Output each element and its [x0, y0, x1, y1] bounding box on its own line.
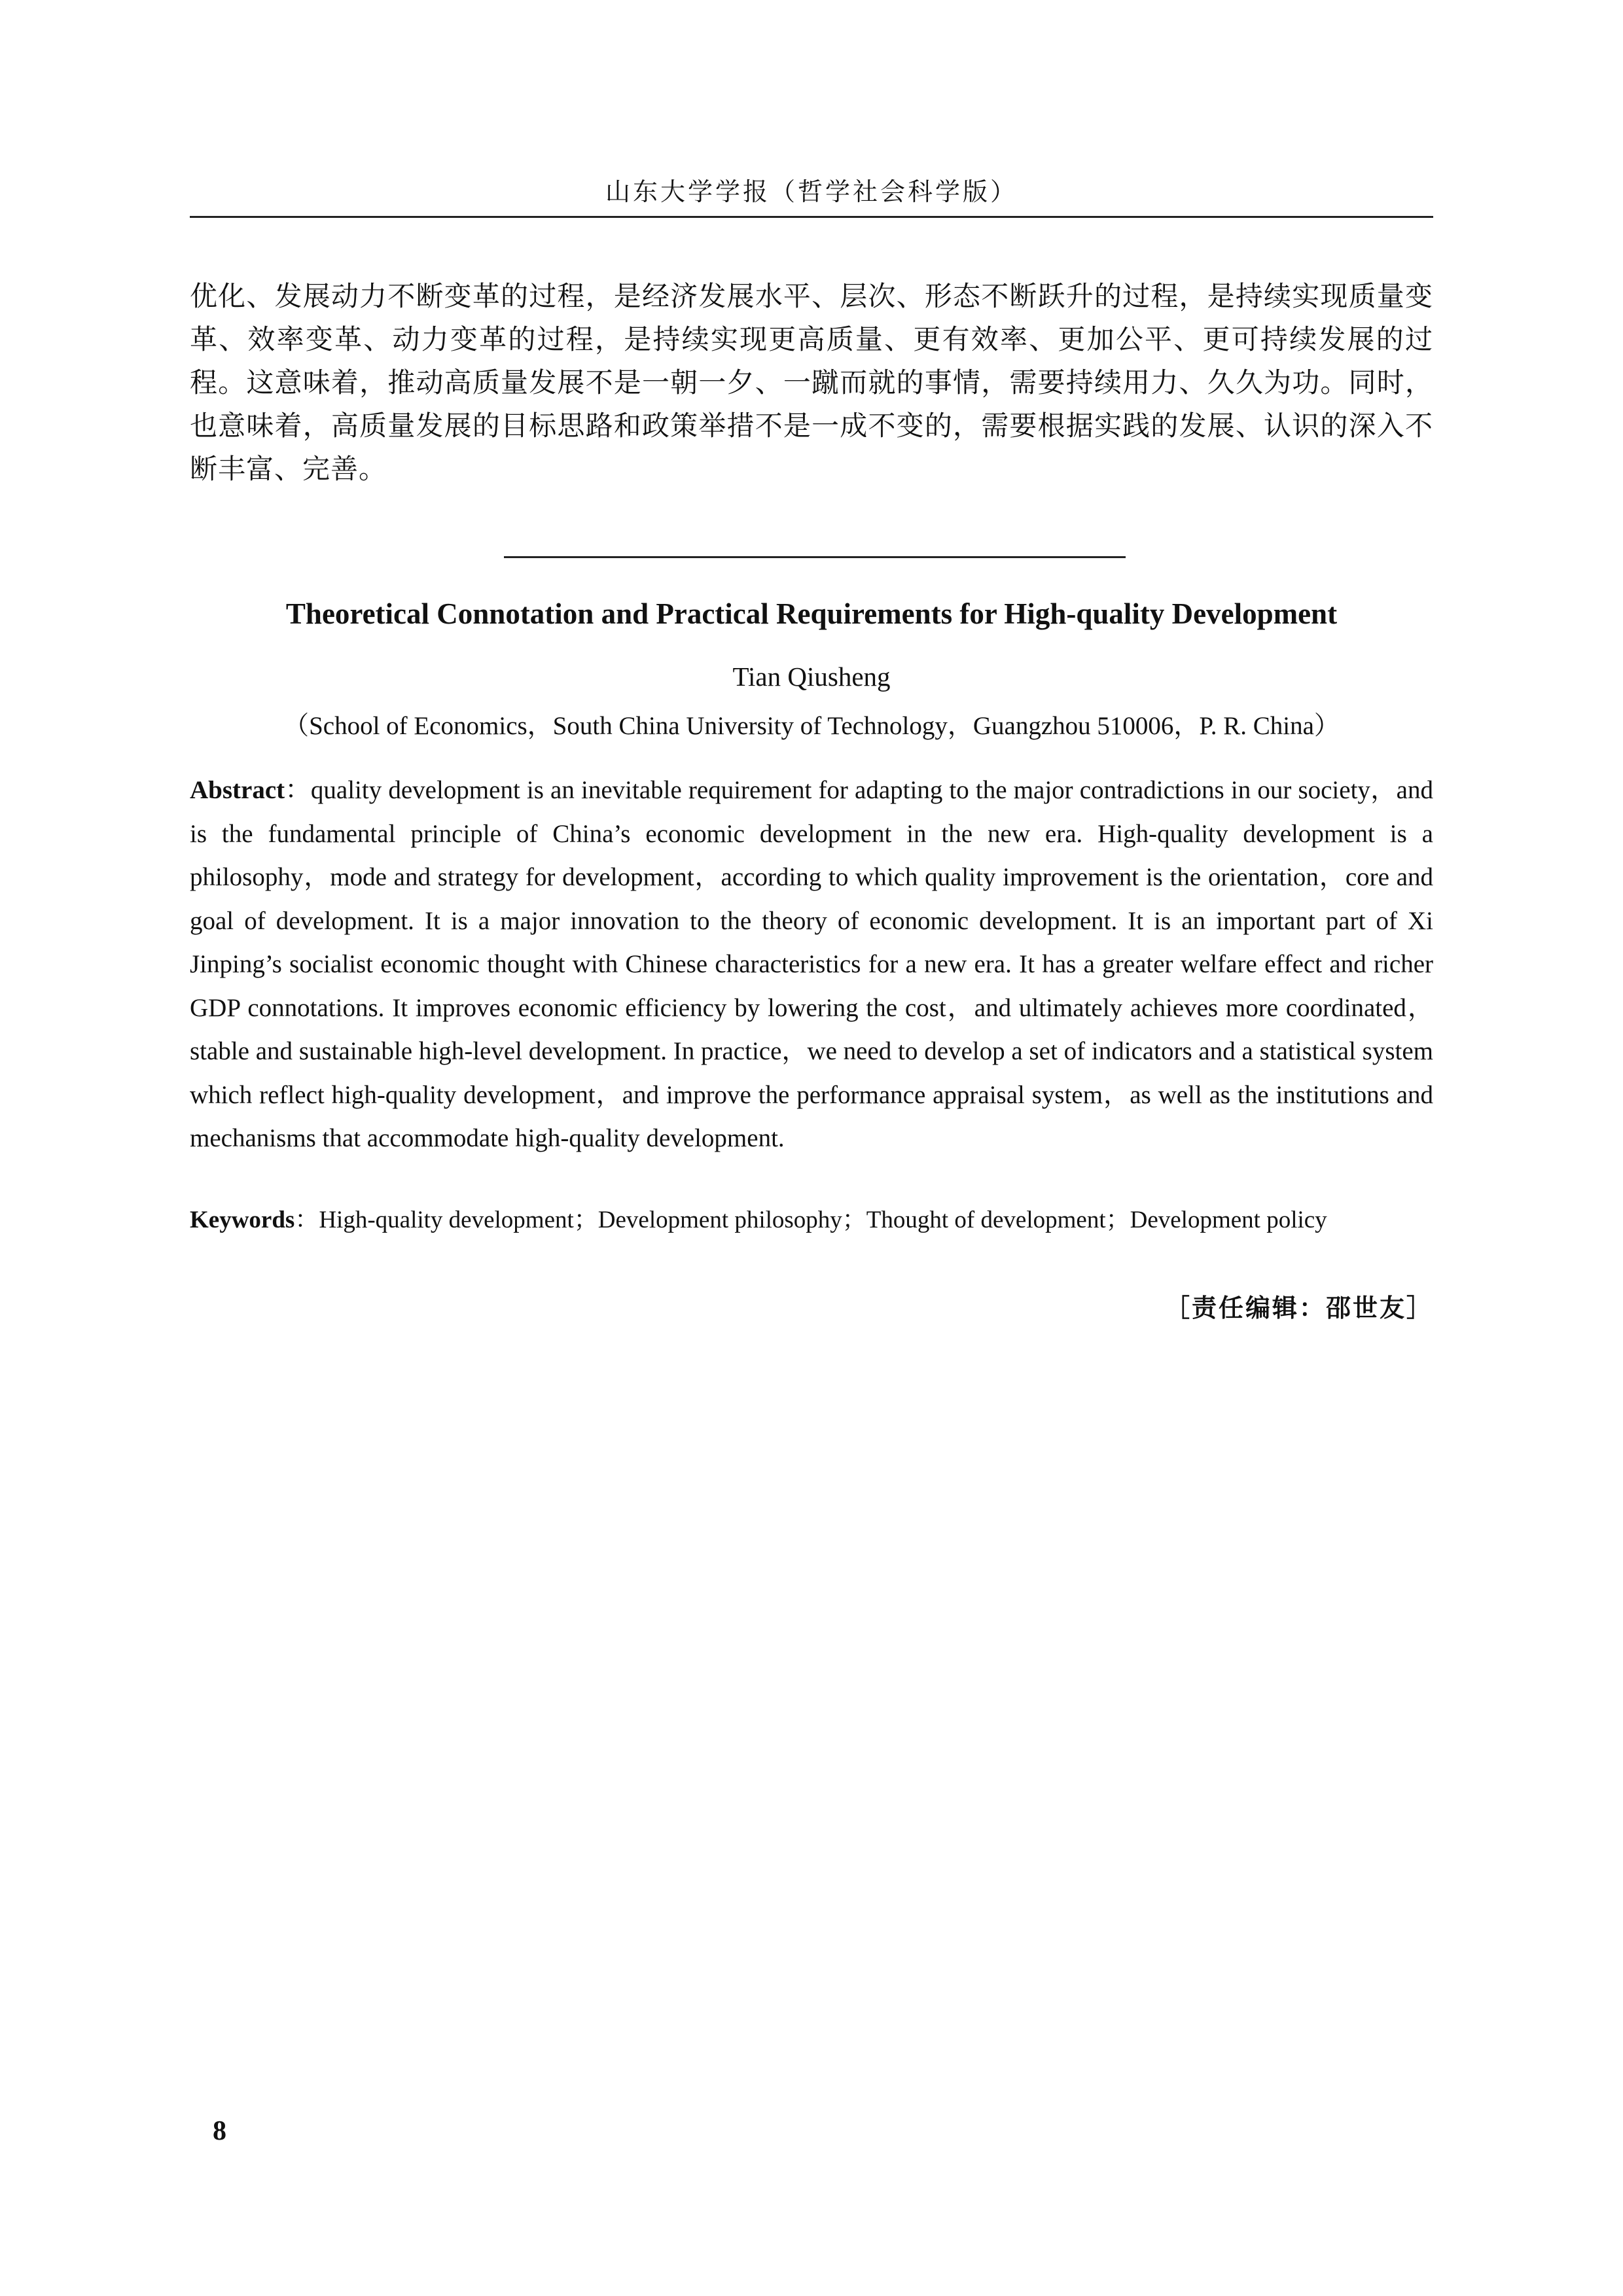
- keywords-text: High-quality development；Development philosophy；Thought of development；Development policy: [319, 1207, 1327, 1233]
- section-separator-rule: [504, 556, 1126, 558]
- running-header: 山东大学学报（哲学社会科学版）: [605, 177, 1018, 206]
- abstract-separator: ：: [285, 776, 311, 804]
- keywords-line: [190, 1204, 1472, 1237]
- keywords-label: Keywords: [190, 1207, 295, 1233]
- page-number: 8: [213, 2116, 226, 2146]
- keywords-separator: ：: [294, 1207, 319, 1233]
- abstract-text: quality development is an inevitable requirement for adapting to the major contradictions in our society，and is the fundamental principle of China’s economic development in the new era. High-quality development is a philosophy，mode and strategy for development，according to which quality improvement is the orientation，core and goal of development. It is a major innovation to the theory of economic development. It is an important part of Xi Jinping’s socialist economic thought with Chinese characteristics for a new era. It has a greater welfare effect and richer GDP connotations. It improves economic efficiency by lowering the cost，and ultimately achieves more coordinated，stable and sustainable high-level development. In practice，we need to develop a set of indicators and a statistical system which reflect high-quality development，and improve the performance appraisal system，as well as the institutions and mechanisms that accommodate high-quality development.: [190, 776, 1434, 1152]
- author-name: Tian Qiusheng: [732, 662, 891, 692]
- english-title: Theoretical Connotation and Practical Requirements for High-quality Development: [285, 597, 1338, 630]
- chinese-body-paragraph: 优化、发展动力不断变革的过程，是经济发展水平、层次、形态不断跃升的过程，是持续实现质量变革、效率变革、动力变革的过程，是持续实现更高质量、更有效率、更加公平、更可持续发展的过程。这意味着，推动高质量发展不是一朝一夕、一蹴而就的事情，需要持续用力、久久为功。同时，也意味着，高质量发展的目标思路和政策举措不是一成不变的，需要根据实践的发展、认识的深入不断丰富、完善。: [190, 280, 1433, 485]
- responsible-editor-note: ［责任编辑：邵世友］: [1164, 1294, 1433, 1322]
- author-affiliation: （School of Economics，South China University of Technology，Guangzhou 510006，P. R. China）: [283, 712, 1340, 740]
- abstract-label: Abstract: [190, 776, 285, 804]
- header-rule: [190, 216, 1433, 218]
- abstract-paragraph: [190, 769, 1433, 1161]
